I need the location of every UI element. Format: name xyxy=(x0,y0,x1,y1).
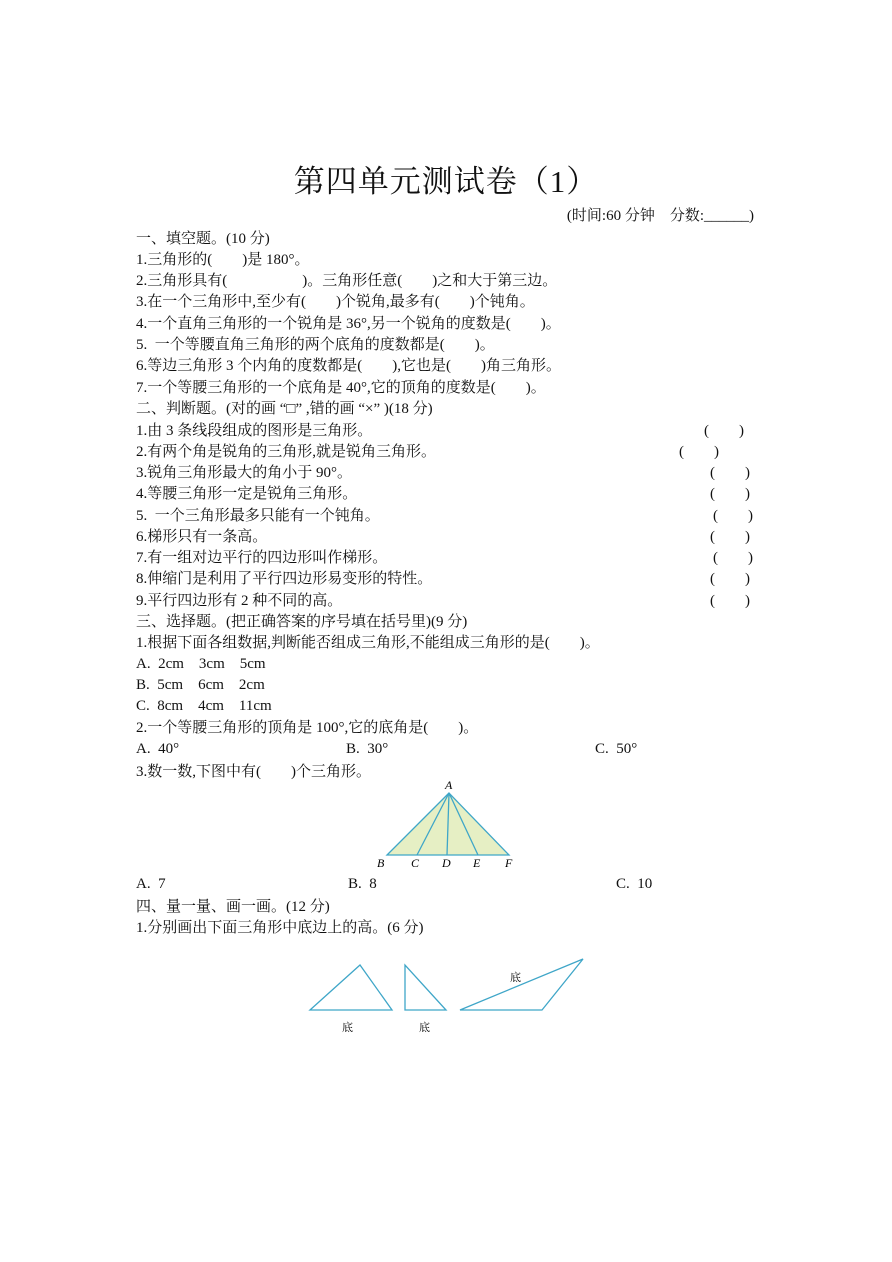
judge-item-4: 4.等腰三角形一定是锐角三角形。 xyxy=(136,486,358,502)
base-label-3: 底 xyxy=(510,971,521,984)
page-title: 第四单元测试卷（1） xyxy=(293,164,599,199)
judge-answer-1: ( ) xyxy=(704,423,744,439)
judge-answer-4: ( ) xyxy=(710,486,750,502)
judge-item-5: 5. 一个三角形最多只能有一个钝角。 xyxy=(136,508,380,524)
choice-q1-option-b: B. 5cm 6cm 2cm xyxy=(136,677,265,693)
choice-q1-option-c: C. 8cm 4cm 11cm xyxy=(136,698,272,714)
judge-answer-9: ( ) xyxy=(710,593,750,609)
judge-item-3: 3.锐角三角形最大的角小于 90°。 xyxy=(136,465,352,481)
draw-q1-stem: 1.分别画出下面三角形中底边上的高。(6 分) xyxy=(136,920,424,936)
time-score-line: (时间:60 分钟 分数:______) xyxy=(566,208,754,224)
base-label-1: 底 xyxy=(342,1021,353,1034)
section2-heading: 二、判断题。(对的画 “□” ,错的画 “×” )(18 分) xyxy=(136,401,433,417)
choice-q3-option-b: B. 8 xyxy=(348,876,377,892)
vertex-label-a: A xyxy=(445,778,453,792)
vertex-label-e: E xyxy=(473,856,481,870)
choice-q2-option-a: A. 40° xyxy=(136,741,180,757)
judge-answer-5: ( ) xyxy=(713,508,753,524)
fill-item-4: 4.一个直角三角形的一个锐角是 36°,另一个锐角的度数是( )。 xyxy=(136,316,561,332)
fill-item-6: 6.等边三角形 3 个内角的度数都是( ),它也是( )角三角形。 xyxy=(136,358,561,374)
vertex-label-f: F xyxy=(505,856,513,870)
choice-q2-option-b: B. 30° xyxy=(346,741,389,757)
triangle-2 xyxy=(405,965,446,1010)
vertex-label-c: C xyxy=(411,856,420,870)
judge-answer-8: ( ) xyxy=(710,571,750,587)
triangle-1 xyxy=(310,965,392,1010)
section1-heading: 一、填空题。(10 分) xyxy=(136,231,270,247)
judge-item-8: 8.伸缩门是利用了平行四边形易变形的特性。 xyxy=(136,571,433,587)
judge-item-6: 6.梯形只有一条高。 xyxy=(136,529,268,545)
fill-item-2: 2.三角形具有( )。三角形任意( )之和大于第三边。 xyxy=(136,273,558,289)
height-drawing-figure xyxy=(300,950,600,1040)
section3-heading: 三、选择题。(把正确答案的序号填在括号里)(9 分) xyxy=(136,614,468,630)
judge-answer-7: ( ) xyxy=(713,550,753,566)
section4-heading: 四、量一量、画一画。(12 分) xyxy=(136,899,330,915)
triangle-count-figure xyxy=(370,776,530,872)
base-label-2: 底 xyxy=(419,1021,430,1034)
judge-item-2: 2.有两个角是锐角的三角形,就是锐角三角形。 xyxy=(136,444,437,460)
judge-answer-6: ( ) xyxy=(710,529,750,545)
judge-answer-3: ( ) xyxy=(710,465,750,481)
judge-item-9: 9.平行四边形有 2 种不同的高。 xyxy=(136,593,343,609)
choice-q3-stem: 3.数一数,下图中有( )个三角形。 xyxy=(136,764,371,780)
judge-item-7: 7.有一组对边平行的四边形叫作梯形。 xyxy=(136,550,388,566)
triangle-3 xyxy=(460,959,583,1010)
choice-q2-stem: 2.一个等腰三角形的顶角是 100°,它的底角是( )。 xyxy=(136,720,479,736)
fill-item-1: 1.三角形的( )是 180°。 xyxy=(136,252,310,268)
choice-q1-stem: 1.根据下面各组数据,判断能否组成三角形,不能组成三角形的是( )。 xyxy=(136,635,600,651)
judge-answer-2: ( ) xyxy=(679,444,719,460)
fill-item-7: 7.一个等腰三角形的一个底角是 40°,它的顶角的度数是( )。 xyxy=(136,380,546,396)
vertex-label-d: D xyxy=(442,856,451,870)
judge-item-1: 1.由 3 条线段组成的图形是三角形。 xyxy=(136,423,373,439)
fill-item-5: 5. 一个等腰直角三角形的两个底角的度数都是( )。 xyxy=(136,337,495,353)
choice-q3-option-a: A. 7 xyxy=(136,876,166,892)
vertex-label-b: B xyxy=(377,856,385,870)
choice-q2-option-c: C. 50° xyxy=(595,741,638,757)
choice-q3-option-c: C. 10 xyxy=(616,876,653,892)
fill-item-3: 3.在一个三角形中,至少有( )个锐角,最多有( )个钝角。 xyxy=(136,294,535,310)
choice-q1-option-a: A. 2cm 3cm 5cm xyxy=(136,656,266,672)
